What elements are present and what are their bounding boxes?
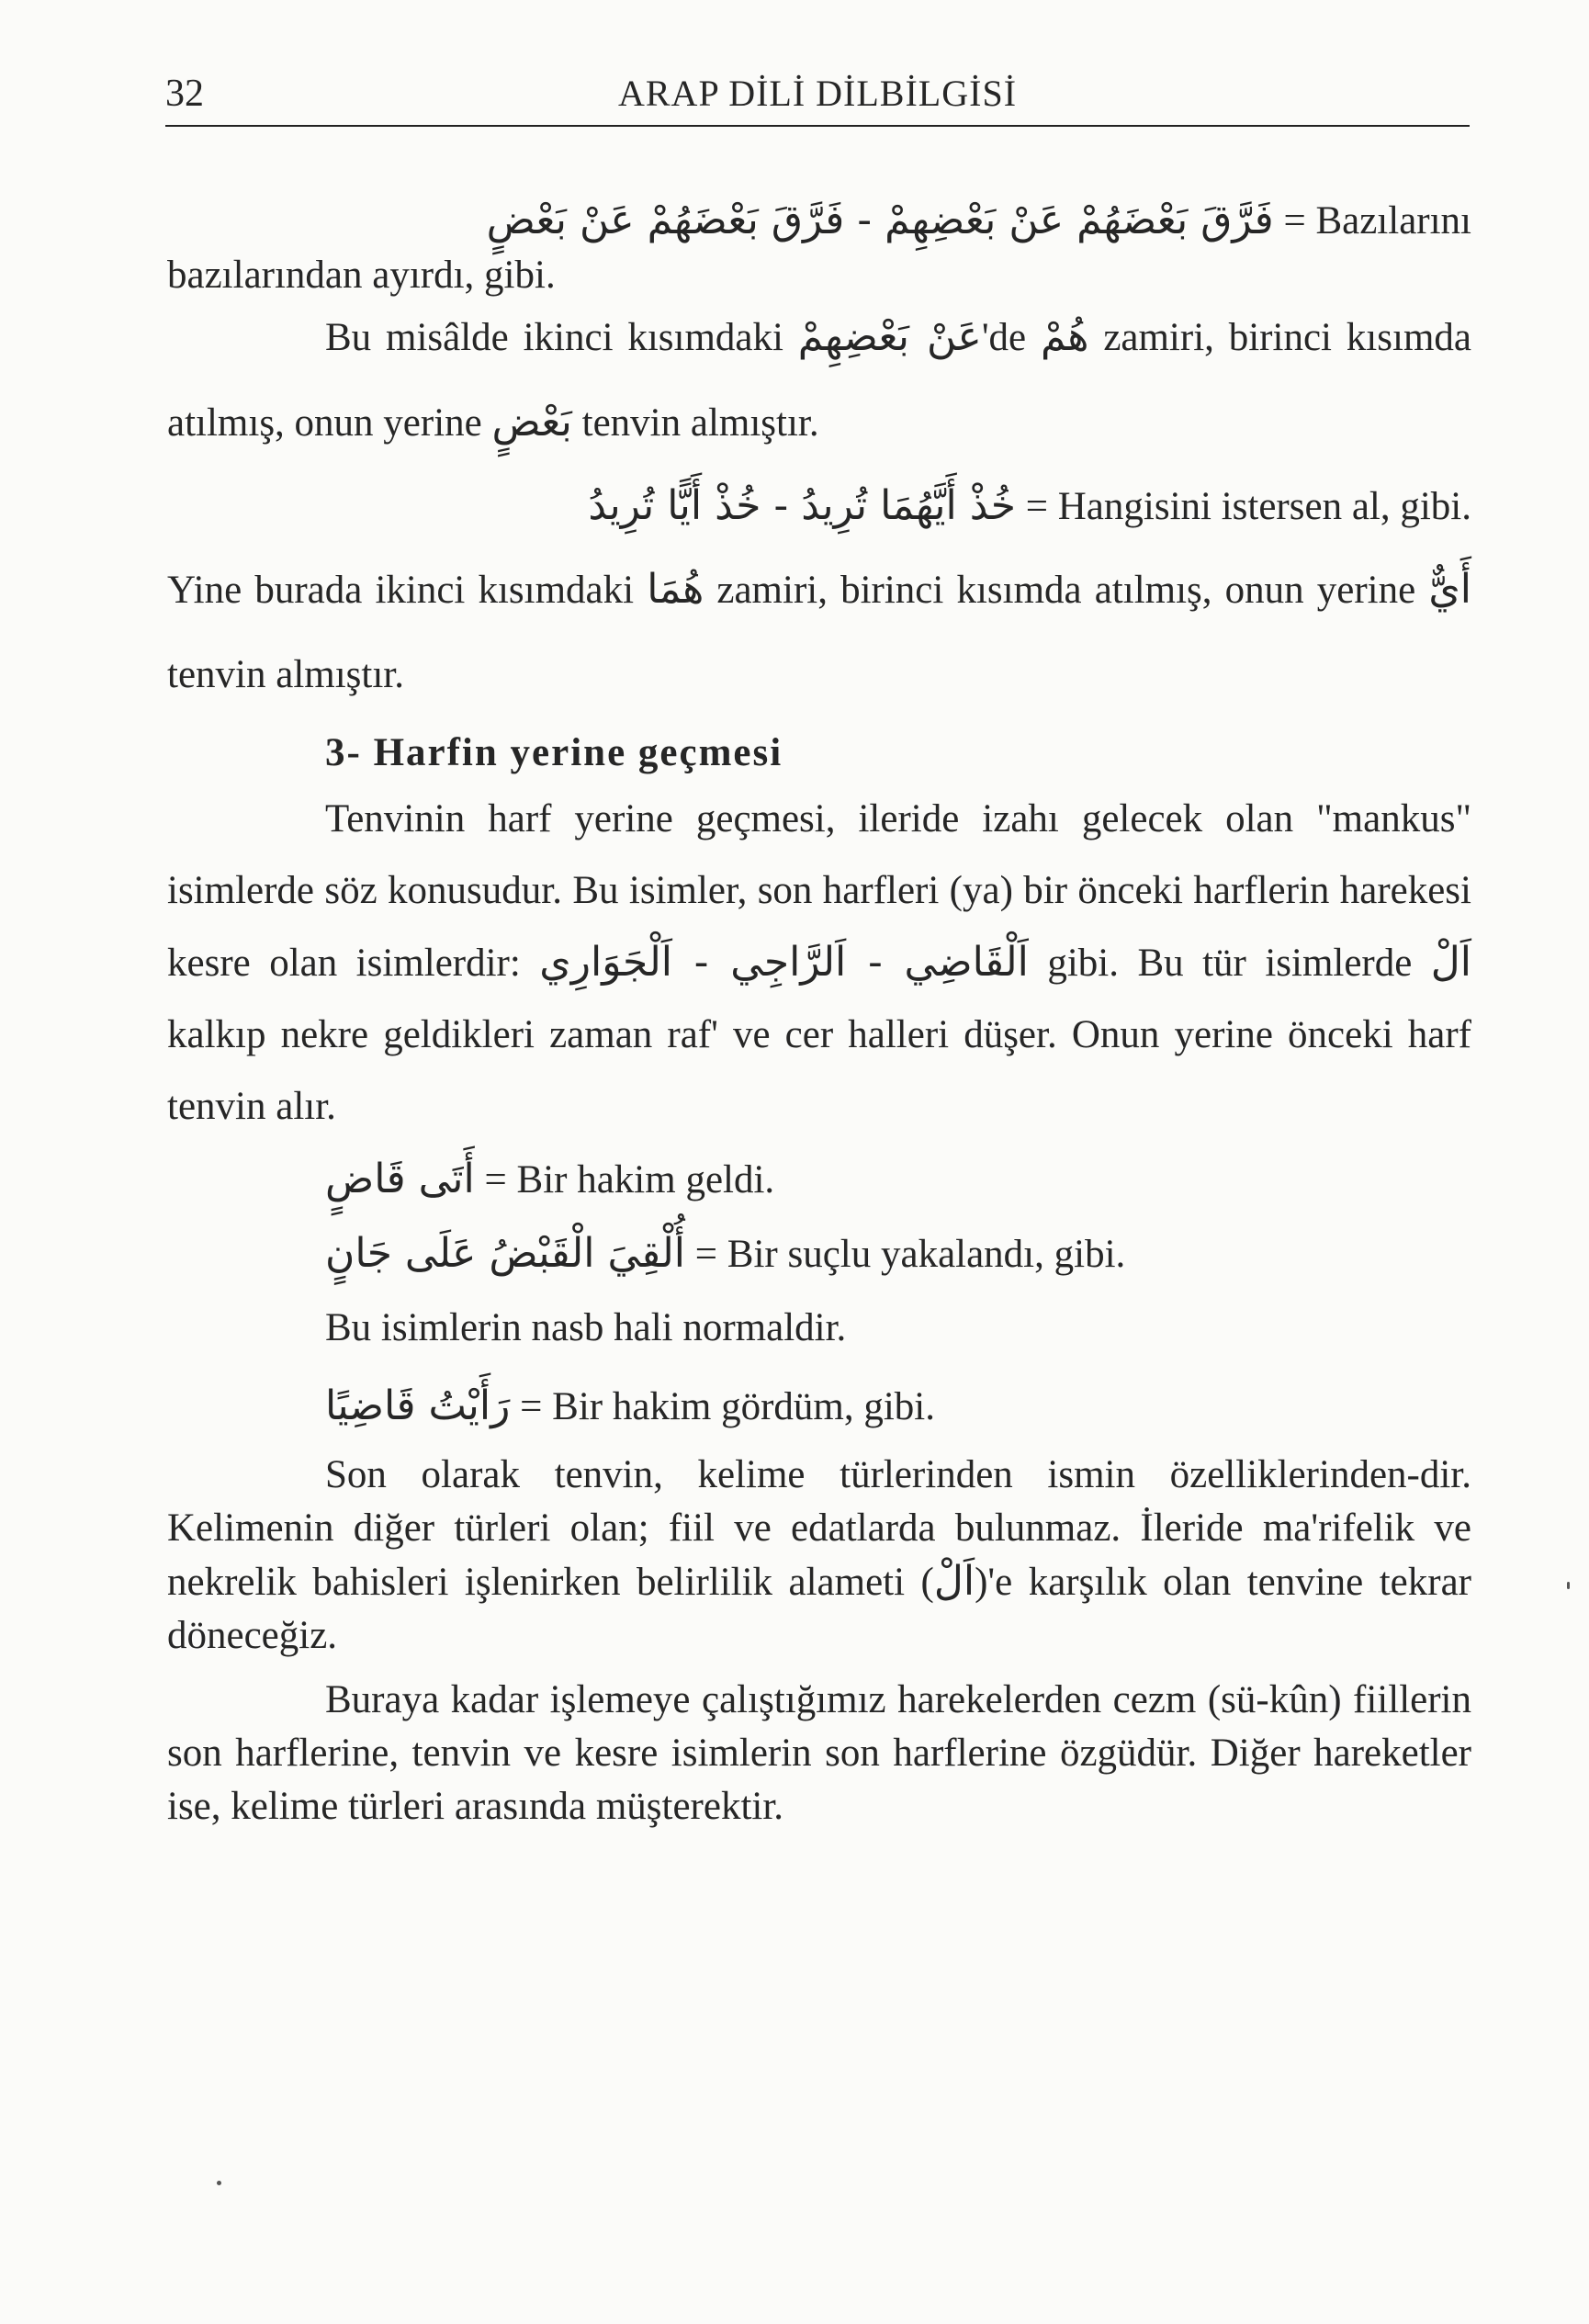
example-3a-meaning: = Bir hakim geldi.	[484, 1158, 775, 1201]
paragraph-2-text-a: Yine burada ikinci kısımdaki	[167, 569, 648, 612]
example-3b-meaning: = Bir suçlu yakalandı, gibi.	[694, 1233, 1126, 1276]
page-header	[165, 72, 1470, 136]
paragraph-1-arabic-a: عَنْ بَعْضِهِمْ	[797, 313, 982, 360]
paragraph-2-arabic-a: هُمَا	[647, 566, 704, 613]
paragraph-3-arabic-a: اَلْقَاضِي - اَلرَّاجِي - اَلْجَوَارِي	[539, 939, 1029, 986]
header-rule	[165, 125, 1470, 127]
example-4-arabic: رَأَيْتُ قَاضِيًا	[325, 1382, 511, 1429]
nasb-line: Bu isimlerin nasb hali normaldir.	[325, 1306, 847, 1349]
running-title: ARAP DİLİ DİLBİLGİSİ	[617, 73, 1018, 114]
paragraph-3-arabic-b: اَلْ	[1430, 939, 1471, 986]
paragraph-1-arabic-c: بَعْضٍ	[491, 399, 572, 446]
example-4-meaning: = Bir hakim gördüm, gibi.	[520, 1385, 935, 1428]
spacer	[167, 1663, 1471, 1674]
example-3a-arabic: أَتَى قَاضٍ	[325, 1156, 475, 1202]
paragraph-1-text-d: tenvin almıştır.	[571, 401, 819, 445]
paragraph-3-text-b: gibi. Bu tür isimlerde	[1028, 942, 1431, 985]
example-1-continuation: bazılarından ayırdı, gibi.	[167, 254, 556, 297]
paragraph-1-text-a: Bu misâlde ikinci kısımdaki	[325, 316, 798, 359]
paragraph-4-arabic-a: اَلْ	[933, 1558, 975, 1605]
page-number: 32	[165, 73, 204, 115]
paragraph-3	[167, 784, 1471, 1143]
paragraph-4-text-a: Son olarak tenvin, kelime türlerinden ismin özelliklerinden-dir. Kelimenin diğer türleri olan; fiil ve edatlarda bulunmaz. İleride ma'rifelik ve nekrelik bahisleri işlenirken belirlilik alameti (	[167, 1453, 1471, 1604]
example-3b-arabic: أُلْقِيَ الْقَبْضُ عَلَى جَانٍ	[325, 1230, 686, 1277]
example-1-arabic: فَرَّقَ بَعْضَهُمْ عَنْ بَعْضِهِمْ - فَرَّقَ بَعْضَهُمْ عَنْ بَعْضٍ	[486, 197, 1274, 243]
example-2-arabic: خُذْ أَيَّهُمَا تُرِيدُ - خُذْ أَيًّا تُرِيدُ	[588, 482, 1016, 529]
paragraph-2-text-c: tenvin almıştır.	[167, 653, 404, 696]
speck	[217, 2181, 221, 2185]
paragraph-1-arabic-b: هُمْ	[1040, 313, 1089, 360]
paragraph-5: Buraya kadar işlemeye çalıştığımız harekelerden cezm (sü-kûn) fiillerin son harflerine, tenvin ve kesre isimlerin son harflerine özgüdür. Diğer hareketler ise, kelime türleri arasında müşterektir.	[167, 1678, 1471, 1828]
speck	[1567, 1582, 1570, 1589]
example-4	[167, 1365, 1471, 1449]
paragraph-4-text-b: )'e karşılık olan tenvine tekrar döneceğiz.	[167, 1561, 1471, 1657]
example-3a	[167, 1143, 1471, 1217]
example-1-meaning: = Bazılarını	[1283, 199, 1471, 243]
paragraph-2-arabic-b: أَيٌّ	[1428, 566, 1471, 613]
section-heading: 3- Harfin yerine geçmesi	[325, 731, 783, 774]
paragraph-1-text-c: zamiri, birinci kısımda atılmış, onun yerine	[167, 316, 1471, 445]
example-2-meaning: = Hangisini istersen al, gibi.	[1025, 485, 1471, 528]
paragraph-3-text-a: Tenvinin harf yerine geçmesi, ileride izahı gelecek olan "mankus" isimlerde söz konusudur. Bu isimler, son harfleri (ya) bir önceki harflerin harekesi kesre olan isimlerdir:	[167, 797, 1471, 985]
example-3b	[167, 1217, 1471, 1292]
paragraph-3-text-c: kalkıp nekre geldikleri zaman raf' ve cer halleri düşer. Onun yerine önceki harf tenvin alır.	[167, 1013, 1471, 1128]
paragraph-1-text-b: 'de	[981, 316, 1041, 359]
paragraph-2-text-b: zamiri, birinci kısımda atılmış, onun yerine	[704, 569, 1429, 612]
paragraph-2	[167, 547, 1471, 717]
example-2	[167, 466, 1471, 547]
page-body	[167, 175, 1471, 1833]
paragraph-1	[167, 295, 1471, 466]
paragraph-4	[167, 1449, 1471, 1663]
